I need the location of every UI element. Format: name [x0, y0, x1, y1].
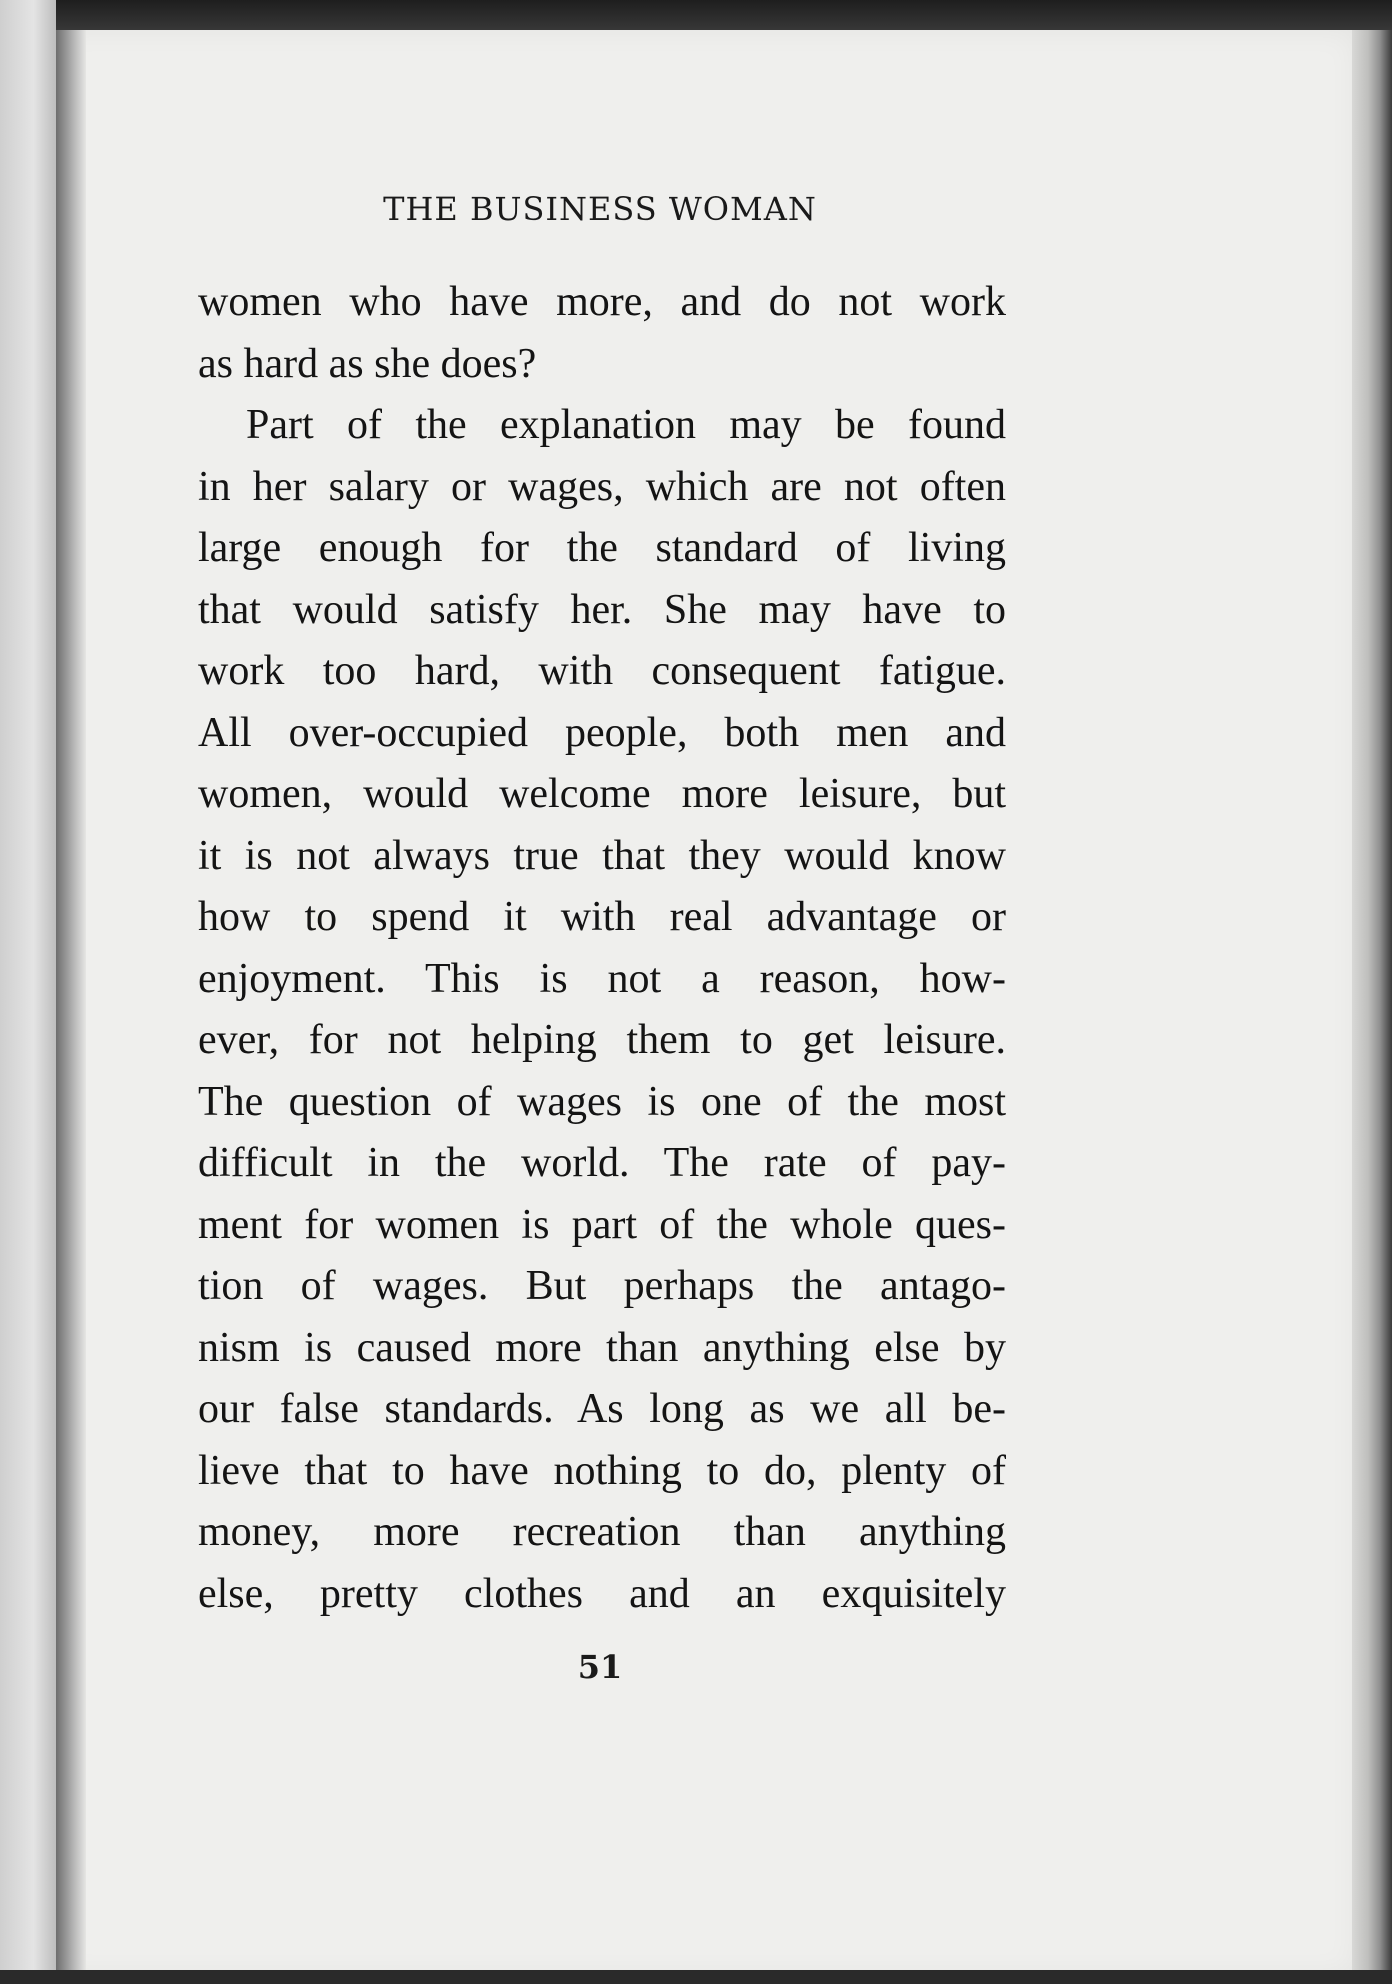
- text-line: enjoyment. This is not a reason, how-: [198, 955, 1006, 1002]
- text-line: tion of wages. But perhaps the antago-: [198, 1263, 1006, 1309]
- text-line: women who have more, and do not work: [198, 279, 1006, 325]
- text-line: ever, for not helping them to get leisure.: [198, 1017, 1006, 1063]
- body-text: [198, 272, 1006, 1625]
- page-number: 51: [577, 1648, 623, 1686]
- text-line: The question of wages is one of the most: [198, 1078, 1006, 1125]
- text-line: All over-occupied people, both men and: [198, 709, 1006, 756]
- text-line: nism is caused more than anything else by: [198, 1324, 1006, 1371]
- text-line: large enough for the standard of living: [198, 525, 1006, 571]
- text-line: as hard as she does?: [198, 340, 537, 387]
- text-line: women, would welcome more leisure, but: [198, 771, 1006, 817]
- text-line: ment for women is part of the whole ques-: [198, 1201, 1006, 1248]
- text-line: it is not always true that they would know: [198, 832, 1006, 879]
- text-line: else, pretty clothes and an exquisitely: [198, 1570, 1006, 1617]
- text-line: lieve that to have nothing to do, plenty of: [198, 1447, 1006, 1494]
- text-line: work too hard, with consequent fatigue.: [198, 648, 1006, 694]
- text-line: difficult in the world. The rate of pay-: [198, 1140, 1006, 1186]
- text-line: that would satisfy her. She may have to: [198, 586, 1006, 633]
- scan-bottom-border: [0, 1970, 1392, 1984]
- running-header: THE BUSINESS WOMAN: [383, 190, 817, 228]
- text-line: how to spend it with real advantage or: [198, 894, 1006, 940]
- text-line: Part of the explanation may be found: [246, 402, 1006, 448]
- facing-page-edge: [0, 0, 56, 1984]
- text-line: money, more recreation than anything: [198, 1509, 1006, 1555]
- book-gutter-shadow: [56, 30, 86, 1976]
- text-line: our false standards. As long as we all be-: [198, 1386, 1006, 1432]
- text-line: in her salary or wages, which are not often: [198, 463, 1006, 510]
- page-edge-stack: [1352, 30, 1392, 1984]
